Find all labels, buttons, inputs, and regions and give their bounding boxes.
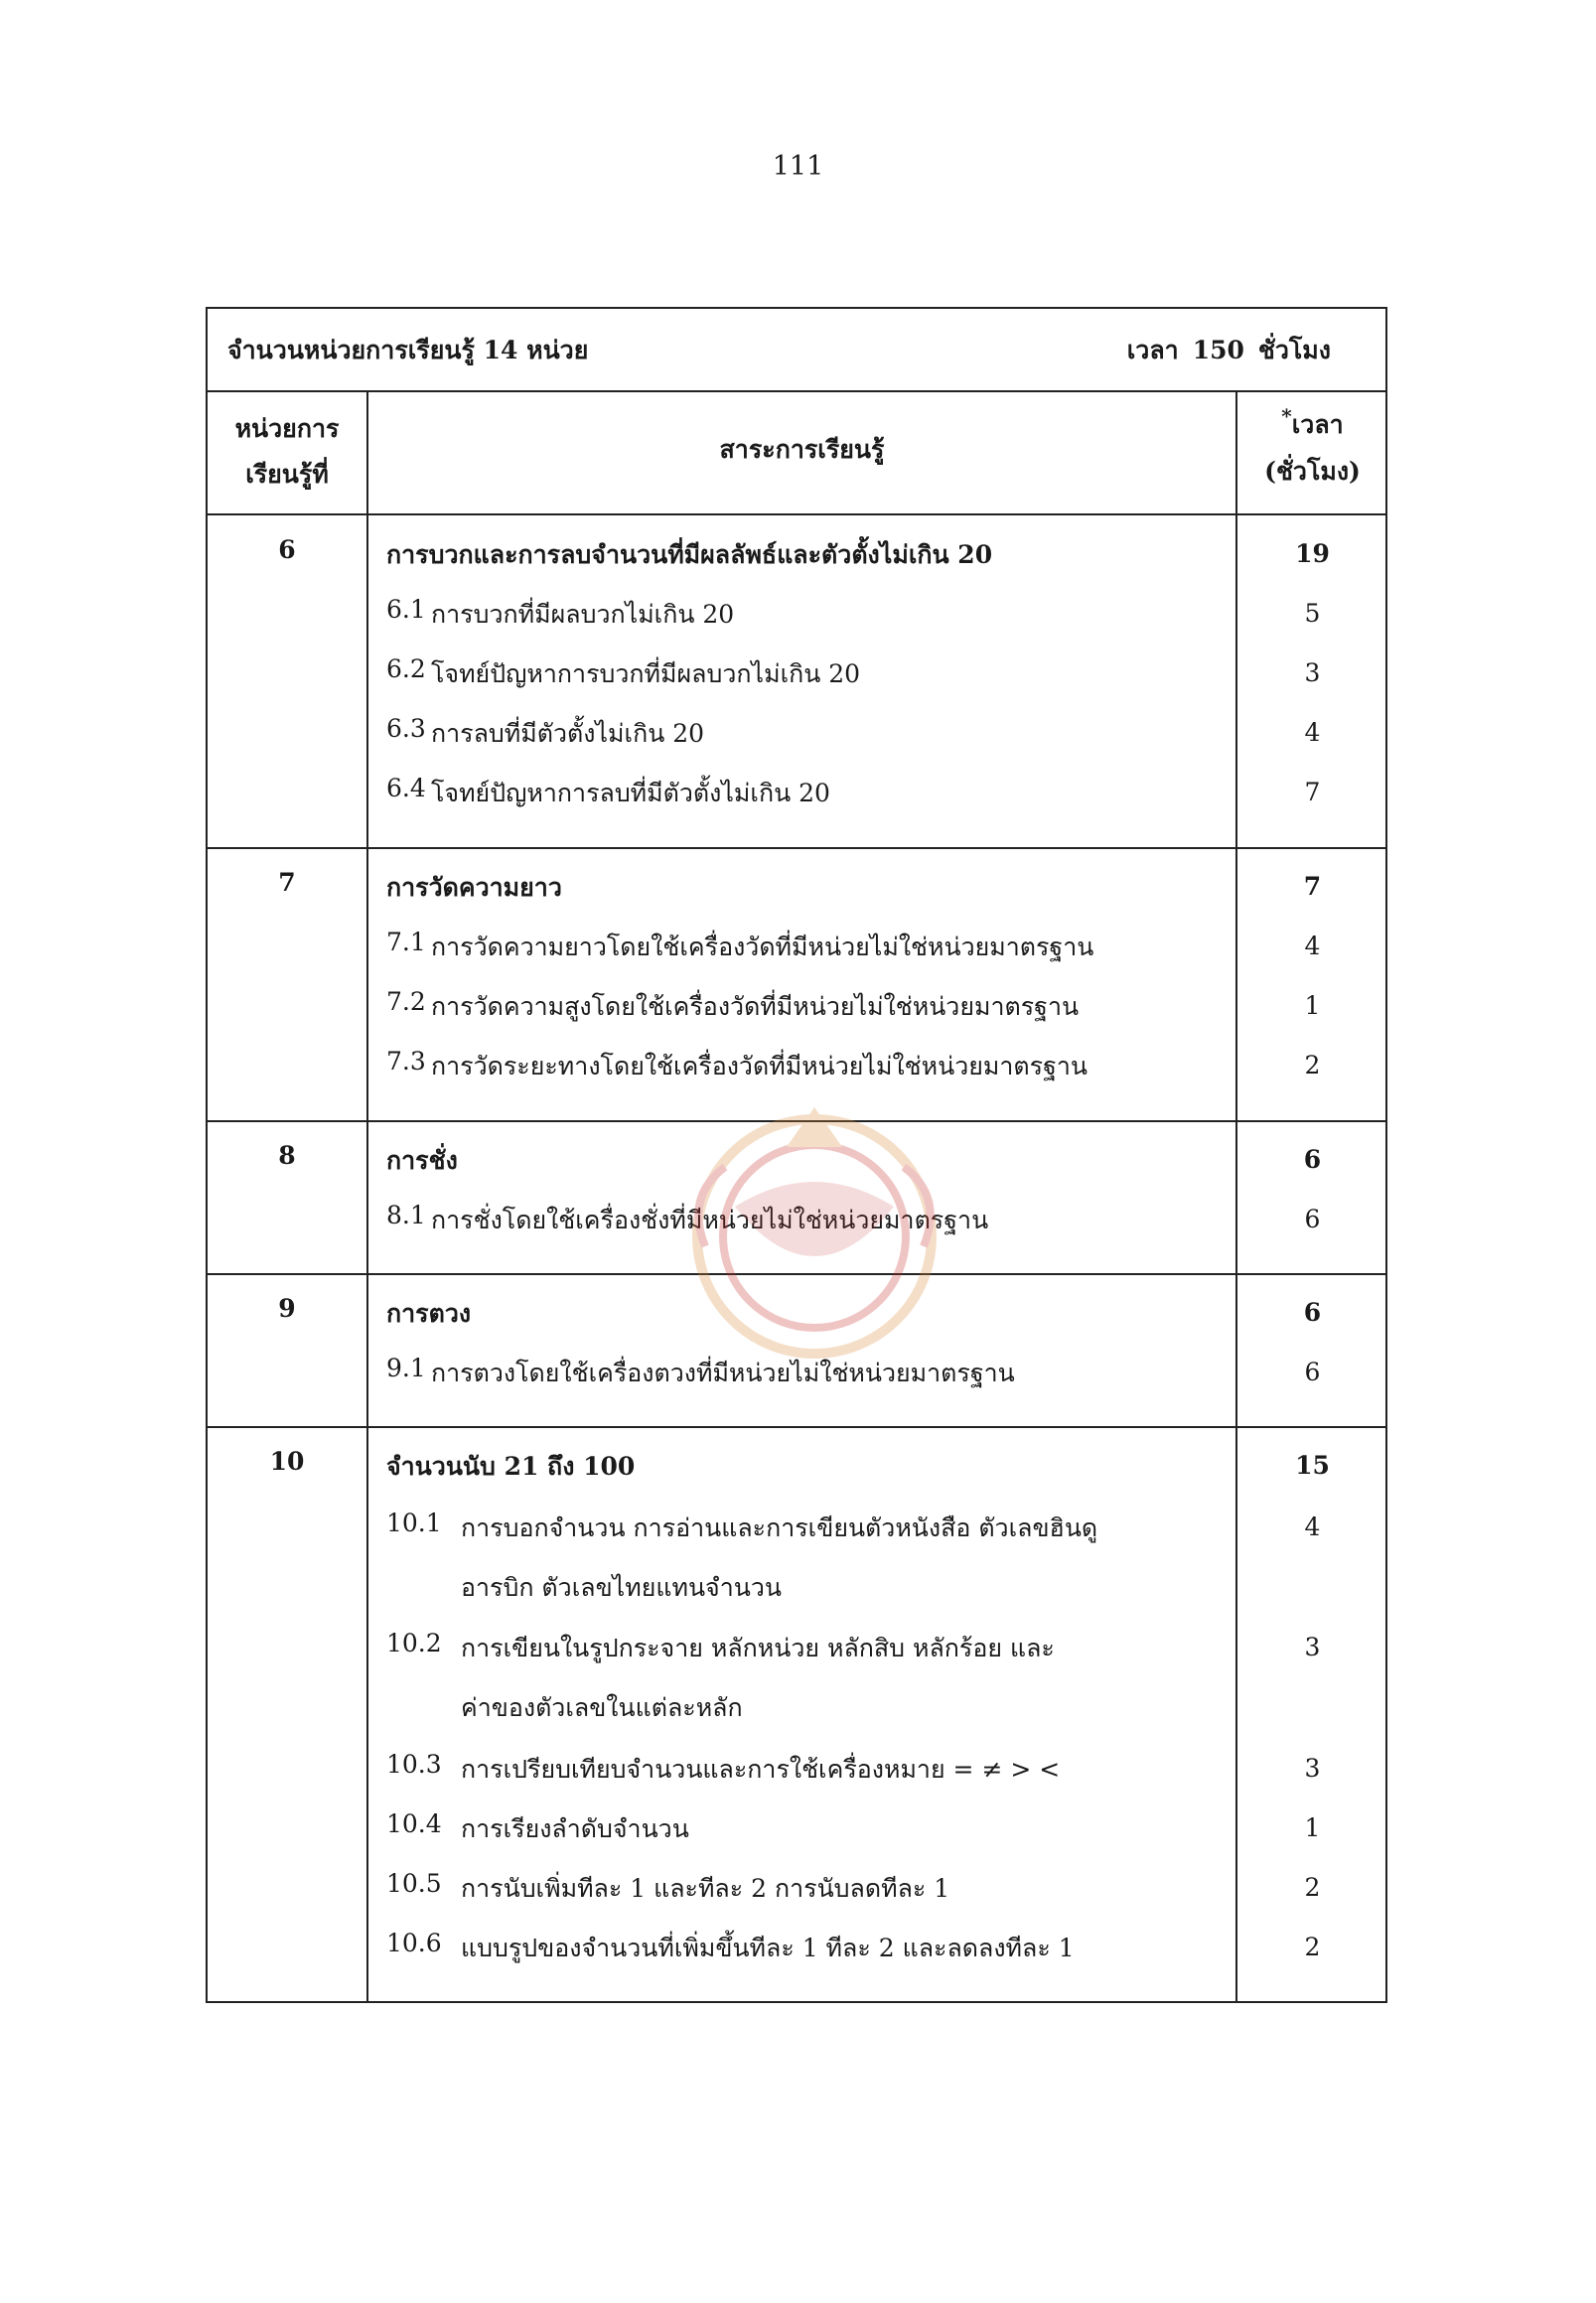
time-value: 150 (1192, 336, 1244, 364)
item-hours: 5 (1304, 599, 1321, 628)
unit-hours: 6 (1303, 1298, 1322, 1327)
group-separator (208, 1426, 1385, 1428)
item-text: การเรียงลำดับจำนวน (461, 1814, 689, 1843)
item-hours: 4 (1304, 932, 1321, 960)
item-text: การบอกจำนวน การอ่านและการเขียนตัวหนังสือ ตัวเลขฮินดู (461, 1513, 1098, 1542)
unit-title: การตวง (386, 1299, 472, 1328)
units-count-label: จำนวนหน่วยการเรียนรู้ 14 หน่วย (227, 336, 589, 364)
unit-hours: 19 (1295, 539, 1330, 568)
header-unit-line2: เรียนรู้ที่ (245, 460, 329, 489)
item-text: การเขียนในรูปกระจาย หลักหน่วย หลักสิบ หลักร้อย และ (461, 1634, 1055, 1662)
unit-title: การบวกและการลบจำนวนที่มีผลลัพธ์และตัวตั้งไม่เกิน 20 (386, 540, 993, 569)
item-number: 6.3 (386, 714, 426, 743)
time-label: เวลา (1126, 336, 1179, 364)
item-number: 6.1 (386, 595, 426, 624)
item-hours: 3 (1304, 1633, 1321, 1661)
unit-hours: 15 (1295, 1451, 1330, 1480)
unit-number: 7 (278, 868, 296, 897)
item-number: 6.4 (386, 774, 426, 802)
item-number: 9.1 (386, 1354, 426, 1382)
page-number: 111 (772, 151, 824, 182)
item-hours: 2 (1304, 1933, 1321, 1961)
total-time (1113, 331, 1331, 370)
header-time (1237, 402, 1387, 495)
item-text: การบวกที่มีผลบวกไม่เกิน 20 (431, 600, 735, 629)
item-number: 10.6 (386, 1929, 442, 1957)
unit-hours: 6 (1303, 1145, 1322, 1174)
item-text-continued: ค่าของตัวเลขในแต่ละหลัก (461, 1693, 743, 1722)
item-hours: 3 (1304, 1754, 1321, 1783)
item-hours: 1 (1304, 1813, 1321, 1842)
unit-number: 8 (278, 1141, 296, 1170)
item-number: 8.1 (386, 1201, 426, 1229)
unit-number: 6 (278, 535, 296, 564)
item-text-continued: อารบิก ตัวเลขไทยแทนจำนวน (461, 1573, 782, 1602)
item-number: 7.1 (386, 928, 426, 956)
item-hours: 3 (1304, 658, 1321, 687)
header-row (208, 392, 1385, 515)
column-divider (366, 392, 368, 2001)
item-hours: 4 (1304, 718, 1321, 747)
time-unit: ชั่วโมง (1257, 336, 1331, 364)
header-content: สาระการเรียนรู้ (719, 435, 885, 464)
summary-row (208, 309, 1385, 392)
item-number: 10.3 (386, 1750, 442, 1779)
item-text: การลบที่มีตัวตั้งไม่เกิน 20 (431, 719, 705, 748)
emblem-watermark (665, 1078, 963, 1385)
item-text: การเปรียบเทียบจำนวนและการใช้เครื่องหมาย = ≠ > < (461, 1755, 1061, 1784)
item-number: 10.5 (386, 1869, 442, 1898)
item-text: โจทย์ปัญหาการลบที่มีตัวตั้งไม่เกิน 20 (431, 779, 830, 807)
item-number: 10.1 (386, 1509, 442, 1537)
header-unit (208, 406, 366, 498)
header-time-line2: (ชั่วโมง) (1264, 457, 1361, 486)
item-number: 7.2 (386, 987, 426, 1016)
item-hours: 2 (1304, 1051, 1321, 1080)
unit-title: การชั่ง (386, 1146, 458, 1175)
item-hours: 6 (1304, 1358, 1321, 1386)
item-text: การวัดความยาวโดยใช้เครื่องวัดที่มีหน่วยไม่ใช่หน่วยมาตรฐาน (431, 933, 1094, 961)
item-number: 10.2 (386, 1629, 442, 1657)
item-number: 6.2 (386, 654, 426, 683)
item-number: 10.4 (386, 1809, 442, 1838)
group-separator (208, 847, 1385, 849)
item-text: การวัดความสูงโดยใช้เครื่องวัดที่มีหน่วยไม่ใช่หน่วยมาตรฐาน (431, 992, 1080, 1021)
item-number: 7.3 (386, 1047, 426, 1076)
item-hours: 1 (1304, 991, 1321, 1020)
item-hours: 2 (1304, 1873, 1321, 1902)
item-text: โจทย์ปัญหาการบวกที่มีผลบวกไม่เกิน 20 (431, 659, 861, 688)
item-hours: 7 (1304, 778, 1321, 806)
item-hours: 4 (1304, 1512, 1321, 1541)
item-text: การนับเพิ่มทีละ 1 และทีละ 2 การนับลดทีละ 1 (461, 1874, 950, 1903)
asterisk-mark: * (1281, 404, 1292, 428)
item-text: แบบรูปของจำนวนที่เพิ่มขึ้นทีละ 1 ทีละ 2 และลดลงทีละ 1 (461, 1934, 1075, 1962)
item-hours: 6 (1304, 1205, 1321, 1233)
unit-number: 10 (269, 1447, 305, 1476)
unit-title: จำนวนนับ 21 ถึง 100 (386, 1452, 636, 1481)
unit-number: 9 (278, 1294, 296, 1323)
item-text: การชั่งโดยใช้เครื่องชั่งที่มีหน่วยไม่ใช่หน่วยมาตรฐาน (431, 1206, 989, 1234)
header-time-line1: เวลา (1291, 410, 1344, 439)
item-text: การตวงโดยใช้เครื่องตวงที่มีหน่วยไม่ใช่หน่วยมาตรฐาน (431, 1359, 1015, 1387)
unit-hours: 7 (1303, 872, 1322, 901)
header-unit-line1: หน่วยการ (234, 414, 340, 443)
item-text: การวัดระยะทางโดยใช้เครื่องวัดที่มีหน่วยไม่ใช่หน่วยมาตรฐาน (431, 1052, 1088, 1080)
unit-title: การวัดความยาว (386, 873, 562, 902)
